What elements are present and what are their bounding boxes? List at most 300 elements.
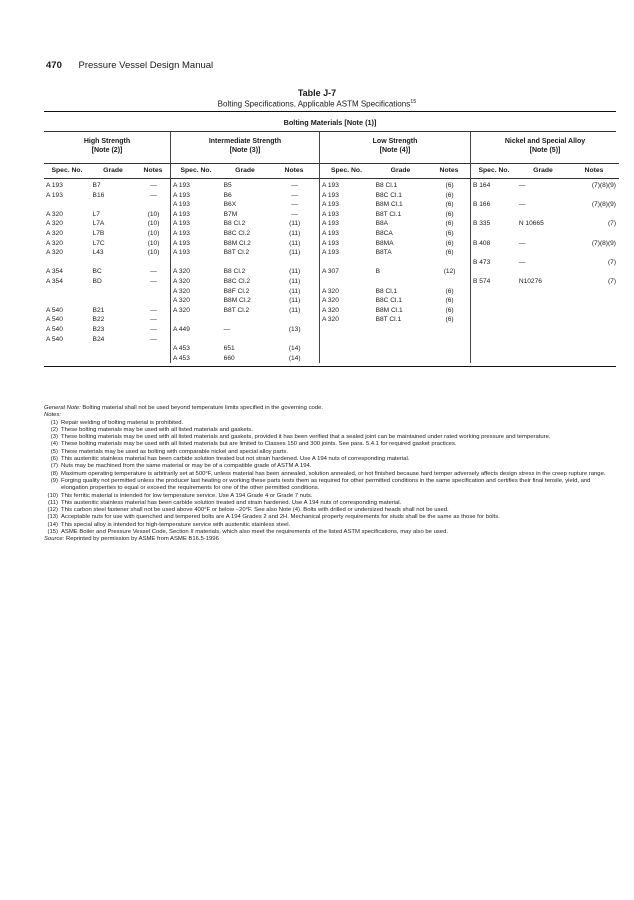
table-notes xyxy=(44,405,619,544)
notes-cell: (10) xyxy=(147,229,160,237)
grade-cell: 651 xyxy=(223,345,235,353)
note-number: (10) xyxy=(47,492,58,499)
column-header: Notes xyxy=(143,167,163,174)
table-row xyxy=(320,181,470,191)
note-text: This special alloy is intended for high-temperature service with austenitic stainless steel. xyxy=(61,521,291,528)
table-row xyxy=(320,267,470,277)
table-row xyxy=(44,306,170,316)
spec-no-cell: A 320 xyxy=(46,239,63,247)
note-text: Nuts may be machined from the same material or may be of a compatible grade of ASTM A 194. xyxy=(61,463,312,470)
spec-no-cell: A 540 xyxy=(46,335,63,343)
table-row xyxy=(471,229,619,239)
grade-cell xyxy=(374,354,430,364)
notes-cell: (10) xyxy=(147,210,160,218)
table-row xyxy=(471,306,619,316)
notes-cell: — xyxy=(150,306,157,314)
spec-no-cell: A 354 xyxy=(46,277,63,285)
grade-cell: B8F Cl.2 xyxy=(223,287,250,295)
table-row xyxy=(320,325,470,335)
table-row xyxy=(471,191,619,201)
note-text: These bolting materials may be used with all listed materials and gaskets, provided it has been verified that a sealed joint can be maintained under rated working pressure and temperature. xyxy=(61,434,551,441)
note-text: Acceptable nuts for use with quenched and tempered bolts are A 194 Grades 2 and 2H. Mechanical property requirements for studs shall be the same as those for bolts. xyxy=(61,514,500,521)
notes-cell: (11) xyxy=(289,277,301,285)
note-item xyxy=(44,493,619,500)
note-item xyxy=(44,449,619,456)
table-row xyxy=(471,335,619,345)
note-number: (7) xyxy=(50,463,58,470)
grade-cell: B8T Cl.2 xyxy=(223,249,250,257)
spec-no-cell: A 193 xyxy=(322,201,339,209)
spec-no-cell: A 453 xyxy=(173,345,190,353)
notes-cell: — xyxy=(291,210,298,218)
note-number: (15) xyxy=(47,529,58,536)
grade-cell: B8C Cl.1 xyxy=(375,297,402,305)
column-header: Grade xyxy=(390,167,411,174)
grade-cell: B21 xyxy=(92,306,105,314)
table-row xyxy=(44,315,170,325)
spec-no-cell: A 193 xyxy=(322,249,339,257)
grade-cell: L7 xyxy=(92,210,100,218)
notes-cell: (7) xyxy=(607,277,617,285)
table-row xyxy=(44,267,170,277)
grade-cell: B8MA xyxy=(375,239,394,247)
spec-no-cell xyxy=(471,191,517,201)
grade-cell: — xyxy=(518,239,526,247)
spec-no-cell xyxy=(320,258,374,268)
note-text: These bolting materials may be used with all listed materials but are limited to Classes 150 and 300 joints. See para. 5.4.1 for required gasket practices. xyxy=(61,441,457,448)
spec-no-cell: A 193 xyxy=(322,182,339,189)
table-bottom-rule xyxy=(44,366,616,367)
note-text: These materials may be used as bolting with comparable nickel and special alloy parts. xyxy=(61,448,288,455)
table-row xyxy=(171,325,319,335)
grade-cell: B8 Cl.1 xyxy=(375,287,398,295)
grade-cell: B8T Cl.1 xyxy=(375,210,402,218)
grade-cell: — xyxy=(518,182,526,189)
grade-cell xyxy=(517,287,569,297)
spec-no-cell xyxy=(320,344,374,354)
notes-cell: (6) xyxy=(445,297,454,305)
column-header: Spec. No. xyxy=(331,167,362,174)
spec-no-cell: A 193 xyxy=(173,201,190,209)
notes-cell: (11) xyxy=(289,268,301,276)
notes-cell xyxy=(137,200,170,210)
grade-cell xyxy=(517,248,569,258)
note-item xyxy=(44,529,619,536)
note-number: (5) xyxy=(50,448,58,455)
grade-cell: L43 xyxy=(92,249,104,257)
group-title: Low Strength xyxy=(372,138,418,145)
notes-cell: — xyxy=(150,191,157,199)
table-row xyxy=(171,354,319,364)
grade-cell: B8M Cl.1 xyxy=(375,201,403,209)
column-header: Spec. No. xyxy=(478,167,510,174)
table-row xyxy=(320,210,470,220)
spec-no-cell: A 193 xyxy=(173,220,190,228)
spec-no-cell xyxy=(471,344,517,354)
spec-no-cell xyxy=(44,296,91,306)
notes-cell: (6) xyxy=(445,210,454,218)
spec-no-cell xyxy=(471,210,517,220)
spec-no-cell xyxy=(320,335,374,345)
table-row xyxy=(171,344,319,354)
group-rows xyxy=(471,179,619,363)
note-text: Repair welding of bolting material is prohibited. xyxy=(61,419,184,426)
column-header: Grade xyxy=(235,167,255,174)
table-row xyxy=(320,287,470,297)
spec-no-cell xyxy=(320,325,374,335)
spec-no-cell: A 320 xyxy=(322,306,339,314)
note-list xyxy=(44,420,619,537)
note-text: This austenitic stainless material has been carbide solution treated and strain hardened. Use A 194 nuts of corresponding material. xyxy=(61,499,402,506)
notes-cell xyxy=(429,325,470,335)
table-row xyxy=(320,354,470,364)
grade-cell: B8C Cl.2 xyxy=(223,277,251,285)
grade-cell: L7A xyxy=(92,220,105,228)
notes-cell xyxy=(137,354,170,364)
notes-label: Notes: xyxy=(44,412,62,419)
grade-cell: — xyxy=(518,258,526,266)
grade-cell: — xyxy=(518,201,526,209)
column-header: Grade xyxy=(533,167,553,174)
group-note: [Note (2)] xyxy=(91,147,123,154)
grade-cell: BC xyxy=(92,268,102,276)
table-row xyxy=(171,210,319,220)
column-headers xyxy=(320,164,470,179)
table-row xyxy=(171,258,319,268)
grade-cell: B8T Cl.1 xyxy=(375,316,402,324)
grade-cell: B8C Cl.2 xyxy=(223,229,251,237)
notes-cell: (6) xyxy=(445,220,454,228)
spec-no-cell: A 193 xyxy=(46,182,63,189)
notes-cell: (14) xyxy=(288,354,301,362)
notes-cell: — xyxy=(150,277,157,285)
grade-cell: 660 xyxy=(223,354,235,362)
grade-cell xyxy=(374,335,430,345)
grade-cell xyxy=(91,296,138,306)
table-row xyxy=(171,239,319,249)
note-number: (3) xyxy=(50,434,58,441)
notes-cell xyxy=(137,344,170,354)
spec-no-cell xyxy=(171,315,222,325)
notes-cell: (11) xyxy=(289,306,301,314)
notes-cell: (11) xyxy=(289,249,301,257)
notes-cell: (6) xyxy=(445,191,454,199)
table-row xyxy=(471,277,619,287)
table-row xyxy=(44,219,170,229)
column-header: Notes xyxy=(284,167,304,174)
grade-cell xyxy=(517,354,569,364)
source-line xyxy=(44,536,619,543)
table-number: Table J-7 xyxy=(297,88,337,98)
table-row xyxy=(320,306,470,316)
spec-no-cell xyxy=(471,325,517,335)
notes-cell: (6) xyxy=(445,306,454,314)
column-header: Notes xyxy=(439,167,459,174)
group-rows xyxy=(44,179,170,363)
note-text: This ferritic material is intended for low temperature service. Use A 194 Grade 4 or Grade 7 nuts. xyxy=(61,492,313,499)
notes-cell: — xyxy=(150,325,157,333)
grade-cell: B5 xyxy=(223,182,232,189)
spec-no-cell xyxy=(471,229,517,239)
group-note: [Note (5)] xyxy=(529,147,561,154)
table-grid xyxy=(44,131,616,363)
spec-no-cell: A 320 xyxy=(46,229,63,237)
grade-cell xyxy=(517,344,569,354)
table-row xyxy=(320,239,470,249)
note-text: ASME Boiler and Pressure Vessel Code, Section II materials, which also meet the requirements of the listed ASTM specifications, may also be used. xyxy=(61,529,449,536)
table-row xyxy=(44,354,170,364)
grade-cell: B8T Cl.2 xyxy=(223,306,250,314)
column-group xyxy=(170,132,319,363)
notes-cell xyxy=(568,191,619,201)
table-row xyxy=(171,229,319,239)
spec-no-cell xyxy=(471,306,517,316)
spec-no-cell: A 193 xyxy=(322,220,339,228)
group-header xyxy=(471,132,619,164)
spec-no-cell xyxy=(44,258,91,268)
note-item xyxy=(44,500,619,507)
table-row xyxy=(471,287,619,297)
grade-cell: B8A xyxy=(375,220,389,228)
book-title: Pressure Vessel Design Manual xyxy=(78,60,214,71)
notes-cell: (7) xyxy=(607,220,617,228)
note-text: Forging quality not permitted unless the producer last heating or working these parts tests them as required for other permitted conditions in the same specification and certifies their final tensile, yield, and elongation properties to equal or exceed the requirements for one of the other permitted conditions. xyxy=(61,477,591,492)
table-row xyxy=(171,200,319,210)
table-row xyxy=(471,219,619,229)
grade-cell xyxy=(517,315,569,325)
table-row xyxy=(471,258,619,268)
table-row xyxy=(44,277,170,287)
running-head xyxy=(46,60,213,71)
table-row xyxy=(320,335,470,345)
note-text: This carbon steel fastener shall not be used above 400°F or below −20°F. See also Note (4). Bolts with drilled or undersized heads shall not be used. xyxy=(61,507,449,514)
grade-cell xyxy=(91,258,138,268)
grade-cell xyxy=(91,344,138,354)
spec-no-cell: A 320 xyxy=(173,297,190,305)
table-row xyxy=(171,267,319,277)
grade-cell xyxy=(517,210,569,220)
table-banner: Bolting Materials [Note (1)] xyxy=(283,118,377,127)
spec-no-cell xyxy=(471,287,517,297)
notes-cell xyxy=(568,315,619,325)
table-row xyxy=(320,296,470,306)
spec-no-cell: A 449 xyxy=(173,325,190,333)
table-row xyxy=(471,354,619,364)
general-note xyxy=(44,405,619,412)
notes-cell: (11) xyxy=(289,287,301,295)
table-row xyxy=(471,200,619,210)
notes-cell: (6) xyxy=(445,229,454,237)
group-header xyxy=(320,132,470,164)
spec-no-cell xyxy=(171,258,222,268)
note-item xyxy=(44,441,619,448)
spec-no-cell: B 408 xyxy=(473,239,491,247)
table-row xyxy=(44,210,170,220)
table-row xyxy=(171,248,319,258)
spec-no-cell: A 354 xyxy=(46,268,63,276)
grade-cell: B23 xyxy=(92,325,105,333)
grade-cell xyxy=(517,229,569,239)
grade-cell: N10276 xyxy=(518,277,542,285)
spec-no-cell: A 320 xyxy=(173,268,190,276)
spec-no-cell: B 574 xyxy=(473,277,491,285)
spec-no-cell: A 193 xyxy=(322,210,339,218)
notes-cell: (6) xyxy=(445,239,454,247)
grade-cell xyxy=(517,325,569,335)
grade-cell: B7M xyxy=(223,210,238,218)
note-item xyxy=(44,471,619,478)
spec-no-cell: A 320 xyxy=(322,287,339,295)
table-row xyxy=(320,344,470,354)
spec-no-cell: A 540 xyxy=(46,316,63,324)
notes-cell: (10) xyxy=(147,220,160,228)
notes-cell xyxy=(429,335,470,345)
grade-cell xyxy=(91,287,138,297)
notes-cell: (11) xyxy=(289,297,301,305)
spec-no-cell xyxy=(44,354,91,364)
notes-cell xyxy=(568,296,619,306)
spec-no-cell xyxy=(44,200,91,210)
column-header: Spec. No. xyxy=(180,167,212,174)
notes-cell xyxy=(429,354,470,364)
note-number: (1) xyxy=(50,419,58,426)
table-row xyxy=(171,287,319,297)
table-row xyxy=(171,219,319,229)
grade-cell: N 10665 xyxy=(518,220,544,228)
table-row xyxy=(44,191,170,201)
grade-cell: BD xyxy=(92,277,102,285)
notes-cell xyxy=(137,296,170,306)
spec-no-cell: A 193 xyxy=(173,182,190,189)
notes-cell: (11) xyxy=(289,220,301,228)
notes-cell: (11) xyxy=(289,239,301,247)
spec-no-cell xyxy=(171,335,222,345)
grade-cell: B8TA xyxy=(375,249,392,257)
grade-cell xyxy=(222,335,271,345)
spec-no-cell: A 193 xyxy=(173,229,190,237)
spec-no-cell: B 335 xyxy=(473,220,491,228)
group-note: [Note (4)] xyxy=(379,147,411,154)
note-number: (8) xyxy=(50,470,58,477)
notes-cell: (10) xyxy=(147,239,160,247)
spec-no-cell: A 193 xyxy=(173,191,190,199)
spec-no-cell: A 307 xyxy=(322,268,339,276)
note-number: (4) xyxy=(50,441,58,448)
grade-cell xyxy=(374,344,430,354)
table-row xyxy=(171,315,319,325)
table-row xyxy=(320,315,470,325)
spec-no-cell xyxy=(471,354,517,364)
grade-cell: B8CA xyxy=(375,229,393,237)
column-group xyxy=(470,132,619,363)
table-row xyxy=(171,181,319,191)
table-title-ref: 15 xyxy=(410,99,417,105)
grade-cell: B7 xyxy=(92,182,101,189)
table-row xyxy=(471,210,619,220)
spec-no-cell: B 166 xyxy=(473,201,491,209)
grade-cell: — xyxy=(223,325,231,333)
grade-cell xyxy=(517,191,569,201)
note-number: (12) xyxy=(47,507,58,514)
note-number: (6) xyxy=(50,456,58,463)
table-title: Bolting Specifications, Applicable ASTM Specifications xyxy=(217,99,411,109)
notes-cell xyxy=(568,335,619,345)
grade-cell xyxy=(91,354,138,364)
grade-cell: L7B xyxy=(92,229,105,237)
table-row xyxy=(44,287,170,297)
source-label: Source: xyxy=(44,536,65,543)
spec-no-cell xyxy=(44,287,91,297)
table-row xyxy=(471,344,619,354)
note-number: (2) xyxy=(50,426,58,433)
note-item xyxy=(44,514,619,521)
spec-no-cell: A 540 xyxy=(46,325,63,333)
grade-cell xyxy=(222,258,271,268)
table-row xyxy=(44,229,170,239)
grade-cell: B16 xyxy=(92,191,105,199)
note-item xyxy=(44,463,619,470)
note-text: These bolting materials may be used with all listed materials and gaskets. xyxy=(61,426,253,433)
grade-cell: B xyxy=(375,268,380,276)
notes-cell xyxy=(270,315,319,325)
column-group xyxy=(319,132,470,363)
spec-no-cell: A 320 xyxy=(173,277,190,285)
table-row xyxy=(44,239,170,249)
table-row xyxy=(320,229,470,239)
spec-no-cell: B 164 xyxy=(473,182,491,189)
table-row xyxy=(171,296,319,306)
note-text: This austenitic stainless material has been carbide solution treated but not strain hardened. Use A 194 nuts of corresponding material. xyxy=(61,456,410,463)
grade-cell xyxy=(374,258,430,268)
column-header: Grade xyxy=(103,167,123,174)
notes-cell xyxy=(568,344,619,354)
notes-cell: (13) xyxy=(288,325,301,333)
notes-cell xyxy=(568,210,619,220)
note-item xyxy=(44,456,619,463)
notes-cell xyxy=(568,354,619,364)
grade-cell: L7C xyxy=(92,239,105,247)
grade-cell: B8M Cl.2 xyxy=(223,297,251,305)
grade-cell: B6X xyxy=(223,201,237,209)
notes-cell xyxy=(568,306,619,316)
spec-no-cell: A 193 xyxy=(322,191,339,199)
group-title: Intermediate Strength xyxy=(208,138,282,145)
table-caption xyxy=(0,88,634,109)
note-item xyxy=(44,507,619,514)
group-header xyxy=(171,132,319,164)
notes-cell: (10) xyxy=(147,249,160,257)
grade-cell xyxy=(374,277,430,287)
notes-cell: (7) xyxy=(607,258,617,266)
table-row xyxy=(44,335,170,345)
spec-no-cell: A 320 xyxy=(46,249,63,257)
column-headers xyxy=(471,164,619,179)
grade-cell: B8 Cl.1 xyxy=(375,182,398,189)
group-title: High Strength xyxy=(83,138,131,145)
notes-cell: — xyxy=(150,316,157,324)
spec-no-cell: A 193 xyxy=(46,191,63,199)
grade-cell xyxy=(374,325,430,335)
notes-cell: (7)(8)(9) xyxy=(591,239,617,247)
grade-cell: B8C Cl.1 xyxy=(375,191,402,199)
table-row xyxy=(171,191,319,201)
group-note: [Note (3)] xyxy=(229,147,261,154)
notes-cell: — xyxy=(291,191,298,199)
note-number: (9) xyxy=(50,477,58,484)
notes-cell xyxy=(429,344,470,354)
table-row xyxy=(44,258,170,268)
spec-no-cell: B 473 xyxy=(473,258,491,266)
